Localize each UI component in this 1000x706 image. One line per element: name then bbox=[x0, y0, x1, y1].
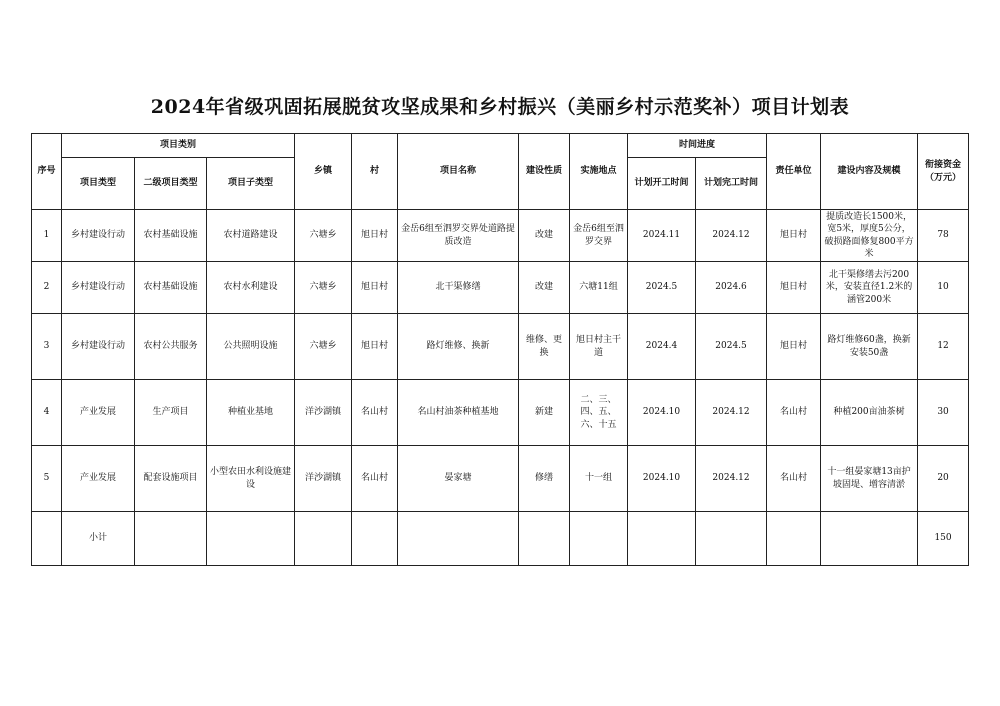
table-row bbox=[32, 262, 969, 314]
cell-name: 金岳6组至泗罗交界处道路提质改造 bbox=[398, 210, 519, 262]
cell-end: 2024.6 bbox=[696, 262, 767, 314]
cell-location: 六塘11组 bbox=[570, 262, 628, 314]
table-row bbox=[32, 314, 969, 380]
cell-type: 乡村建设行动 bbox=[62, 210, 135, 262]
cell-seq: 5 bbox=[32, 446, 62, 512]
cell-town: 洋沙湖镇 bbox=[295, 446, 352, 512]
cell-empty bbox=[207, 512, 295, 566]
cell-start: 2024.10 bbox=[628, 380, 696, 446]
cell-seq: 2 bbox=[32, 262, 62, 314]
cell-location: 十一组 bbox=[570, 446, 628, 512]
cell-funds: 78 bbox=[918, 210, 969, 262]
cell-unit: 名山村 bbox=[767, 446, 821, 512]
cell-subtype: 小型农田水利设施建设 bbox=[207, 446, 295, 512]
cell-start: 2024.10 bbox=[628, 446, 696, 512]
cell-location: 旭日村主干道 bbox=[570, 314, 628, 380]
table-row bbox=[32, 380, 969, 446]
cell-empty bbox=[32, 512, 62, 566]
cell-type2: 农村公共服务 bbox=[135, 314, 207, 380]
cell-town: 六塘乡 bbox=[295, 314, 352, 380]
header-content-scale: 建设内容及规模 bbox=[821, 134, 918, 210]
cell-name: 名山村油茶种植基地 bbox=[398, 380, 519, 446]
header-village: 村 bbox=[352, 134, 398, 210]
cell-location: 二、三、四、五、六、十五 bbox=[570, 380, 628, 446]
cell-name: 北干渠修缮 bbox=[398, 262, 519, 314]
cell-town: 六塘乡 bbox=[295, 262, 352, 314]
cell-type2: 农村基础设施 bbox=[135, 210, 207, 262]
cell-content: 十一组晏家塘13亩护坡固堤、增容清淤 bbox=[821, 446, 918, 512]
cell-end: 2024.12 bbox=[696, 446, 767, 512]
subtotal-funds: 150 bbox=[918, 512, 969, 566]
cell-end: 2024.12 bbox=[696, 380, 767, 446]
header-schedule: 时间进度 bbox=[628, 134, 767, 158]
header-project-category: 项目类别 bbox=[62, 134, 295, 158]
header-project-type: 项目类型 bbox=[62, 158, 135, 210]
cell-type2: 配套设施项目 bbox=[135, 446, 207, 512]
cell-end: 2024.12 bbox=[696, 210, 767, 262]
cell-type: 产业发展 bbox=[62, 380, 135, 446]
cell-end: 2024.5 bbox=[696, 314, 767, 380]
cell-subtype: 公共照明设施 bbox=[207, 314, 295, 380]
cell-funds: 10 bbox=[918, 262, 969, 314]
cell-unit: 旭日村 bbox=[767, 262, 821, 314]
cell-empty bbox=[352, 512, 398, 566]
cell-content: 北干渠修缮去污200米，安装直径1.2米的涵管200米 bbox=[821, 262, 918, 314]
header-plan-end: 计划完工时间 bbox=[696, 158, 767, 210]
cell-type2: 农村基础设施 bbox=[135, 262, 207, 314]
cell-village: 名山村 bbox=[352, 380, 398, 446]
cell-empty bbox=[767, 512, 821, 566]
cell-seq: 1 bbox=[32, 210, 62, 262]
cell-nature: 改建 bbox=[519, 262, 570, 314]
cell-empty bbox=[519, 512, 570, 566]
cell-town: 洋沙湖镇 bbox=[295, 380, 352, 446]
table-row bbox=[32, 446, 969, 512]
cell-name: 路灯维修、换新 bbox=[398, 314, 519, 380]
cell-type2: 生产项目 bbox=[135, 380, 207, 446]
header-plan-start: 计划开工时间 bbox=[628, 158, 696, 210]
cell-funds: 20 bbox=[918, 446, 969, 512]
cell-empty bbox=[696, 512, 767, 566]
cell-nature: 修缮 bbox=[519, 446, 570, 512]
cell-start: 2024.11 bbox=[628, 210, 696, 262]
cell-unit: 名山村 bbox=[767, 380, 821, 446]
cell-seq: 3 bbox=[32, 314, 62, 380]
cell-content: 路灯维修60盏，换新安装50盏 bbox=[821, 314, 918, 380]
cell-village: 名山村 bbox=[352, 446, 398, 512]
cell-funds: 12 bbox=[918, 314, 969, 380]
cell-village: 旭日村 bbox=[352, 210, 398, 262]
cell-type: 产业发展 bbox=[62, 446, 135, 512]
header-township: 乡镇 bbox=[295, 134, 352, 210]
cell-start: 2024.4 bbox=[628, 314, 696, 380]
cell-content: 种植200亩油茶树 bbox=[821, 380, 918, 446]
header-responsible-unit: 责任单位 bbox=[767, 134, 821, 210]
cell-empty bbox=[628, 512, 696, 566]
page-title: 2024年省级巩固拓展脱贫攻坚成果和乡村振兴（美丽乡村示范奖补）项目计划表 bbox=[150, 96, 850, 118]
header-sub-type: 项目子类型 bbox=[207, 158, 295, 210]
header-location: 实施地点 bbox=[570, 134, 628, 210]
header-funds: 衔接资金（万元） bbox=[918, 134, 969, 210]
cell-name: 晏家塘 bbox=[398, 446, 519, 512]
cell-subtype: 农村道路建设 bbox=[207, 210, 295, 262]
cell-town: 六塘乡 bbox=[295, 210, 352, 262]
cell-empty bbox=[295, 512, 352, 566]
cell-type: 乡村建设行动 bbox=[62, 262, 135, 314]
table-row bbox=[32, 210, 969, 262]
header-construction-nature: 建设性质 bbox=[519, 134, 570, 210]
cell-village: 旭日村 bbox=[352, 314, 398, 380]
header-project-name: 项目名称 bbox=[398, 134, 519, 210]
cell-empty bbox=[135, 512, 207, 566]
cell-village: 旭日村 bbox=[352, 262, 398, 314]
cell-unit: 旭日村 bbox=[767, 210, 821, 262]
cell-content: 提质改造长1500米，宽5米，厚度5公分，破损路面修复800平方米 bbox=[821, 210, 918, 262]
header-second-level-type: 二级项目类型 bbox=[135, 158, 207, 210]
cell-location: 金岳6组至泗罗交界 bbox=[570, 210, 628, 262]
project-plan-table bbox=[31, 133, 969, 566]
cell-start: 2024.5 bbox=[628, 262, 696, 314]
subtotal-row bbox=[32, 512, 969, 566]
cell-seq: 4 bbox=[32, 380, 62, 446]
cell-subtype: 种植业基地 bbox=[207, 380, 295, 446]
cell-empty bbox=[821, 512, 918, 566]
cell-empty bbox=[570, 512, 628, 566]
cell-subtype: 农村水利建设 bbox=[207, 262, 295, 314]
subtotal-label: 小计 bbox=[62, 512, 135, 566]
cell-type: 乡村建设行动 bbox=[62, 314, 135, 380]
cell-empty bbox=[398, 512, 519, 566]
header-seq: 序号 bbox=[32, 134, 62, 210]
header-row-1 bbox=[32, 134, 969, 158]
cell-funds: 30 bbox=[918, 380, 969, 446]
cell-nature: 维修、更换 bbox=[519, 314, 570, 380]
cell-nature: 新建 bbox=[519, 380, 570, 446]
cell-nature: 改建 bbox=[519, 210, 570, 262]
cell-unit: 旭日村 bbox=[767, 314, 821, 380]
